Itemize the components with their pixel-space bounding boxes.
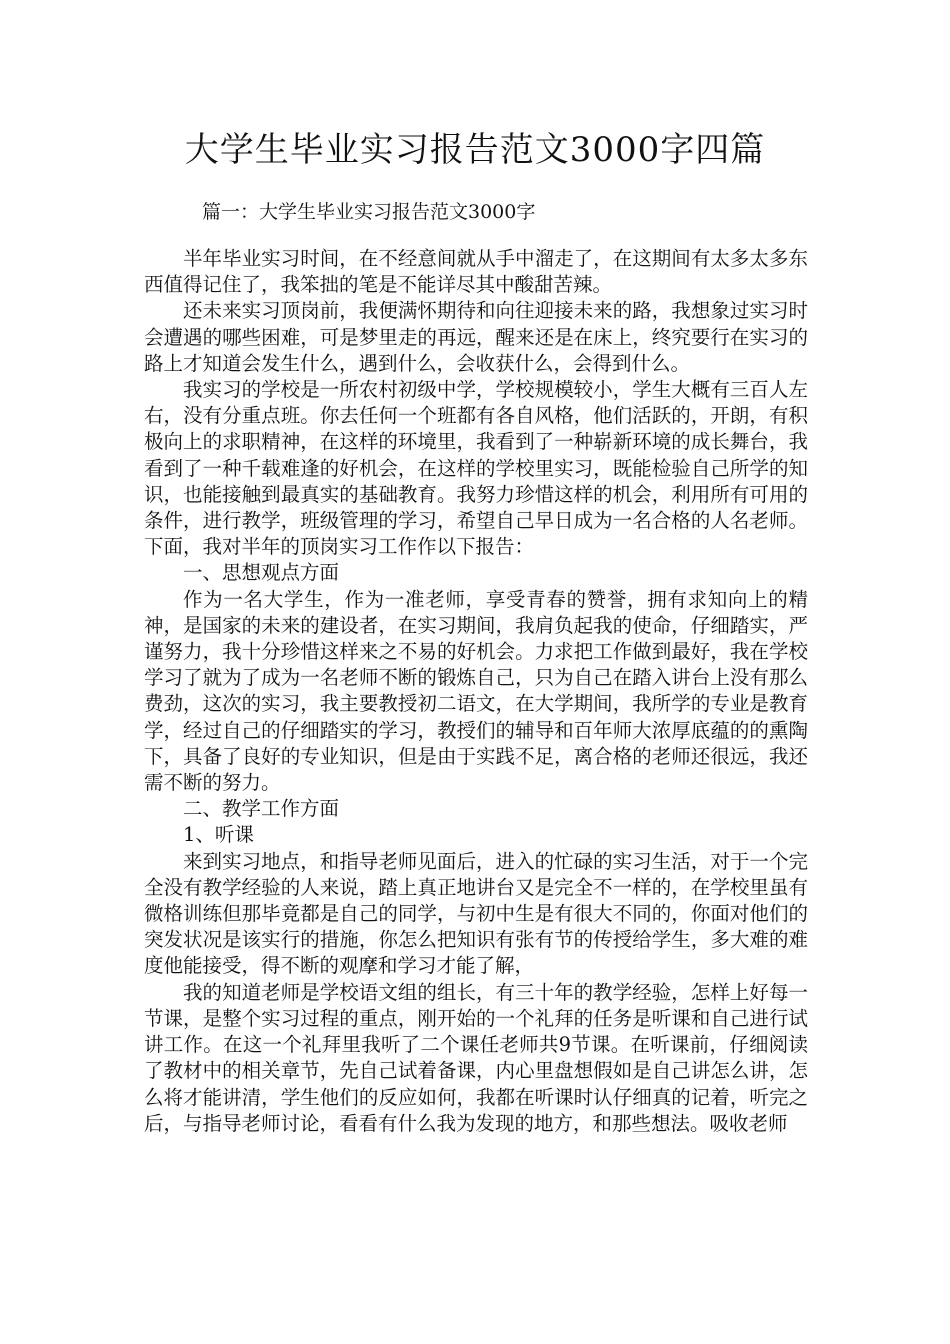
paragraph: 作为一名大学生，作为一准老师，享受青春的赞誉，拥有求知向上的精神，是国家的未来的建设者，在实习期间，我肩负起我的使命，仔细踏实，严谨努力，我十分珍惜这样来之不易的好机会。力求把工作做到最好，我在学校学习了就为了成为一名老师不断的锻炼自己，只为自己在踏入讲台上没有那么费劲，这次的实习，我主要教授初二语文，在大学期间，我所学的专业是教育学，经过自己的仔细踏实的学习，教授们的辅导和百年师大浓厚底蕴的的熏陶下，具备了良好的专业知识，但是由于实践不足，离合格的老师还很远，我还需不断的努力。 bbox=[144, 587, 808, 795]
subsection-heading: 1、听课 bbox=[183, 823, 254, 847]
paragraph: 我的知道老师是学校语文组的组长，有三十年的教学经验，怎样上好每一节课，是整个实习过程的重点，刚开始的一个礼拜的任务是听课和自己进行试讲工作。在这一个礼拜里我听了二个课任老师共9节课。在听课前，仔细阅读了教材中的相关章节，先自己试着备课，内心里盘想假如是自己讲怎么讲，怎么将才能讲清，学生他们的反应如何，我都在听课时认仔细真的记着，听完之后，与指导老师讨论，看看有什么我为发现的地方，和那些想法。吸收老师 bbox=[144, 980, 808, 1135]
paragraph: 半年毕业实习时间，在不经意间就从手中溜走了，在这期间有太多太多东西值得记住了，我笨拙的笔是不能详尽其中酸甜苦辣。 bbox=[144, 247, 808, 297]
paragraph: 还未来实习顶岗前，我便满怀期待和向往迎接未来的路，我想象过实习时会遭遇的哪些困难，可是梦里走的再远，醒来还是在床上，终究要行在实习的路上才知道会发生什么，遇到什么，会收获什么，会得到什么。 bbox=[144, 299, 808, 375]
paragraph: 我实习的学校是一所农村初级中学，学校规模较小，学生大概有三百人左右，没有分重点班。你去任何一个班都有各自风格，他们活跃的，开朗，有积极向上的求职精神，在这样的环境里，我看到了一种崭新环境的成长舞台，我看到了一种千载难逢的好机会，在这样的学校里实习，既能检验自己所学的知识，也能接触到最真实的基础教育。我努力珍惜这样的机会，利用所有可用的条件，进行教学，班级管理的学习，希望自己早日成为一名合格的人名老师。下面，我对半年的顶岗实习工作作以下报告： bbox=[144, 378, 808, 559]
document-title: 大学生毕业实习报告范文3000字四篇 bbox=[184, 130, 766, 170]
section-heading: 一、思想观点方面 bbox=[183, 561, 340, 585]
document-subtitle: 篇一：大学生毕业实习报告范文3000字 bbox=[202, 201, 536, 223]
paragraph: 来到实习地点，和指导老师见面后，进入的忙碌的实习生活，对于一个完全没有教学经验的人来说，踏上真正地讲台又是完全不一样的，在学校里虽有微格训练但那毕竟都是自己的同学，与初中生是有很大不同的，你面对他们的突发状况是该实行的措施，你怎么把知识有张有节的传授给学生，多大难的难度他能接受，得不断的观摩和学习才能了解， bbox=[144, 849, 808, 978]
section-heading: 二、教学工作方面 bbox=[183, 797, 340, 821]
document-body bbox=[144, 246, 808, 1137]
